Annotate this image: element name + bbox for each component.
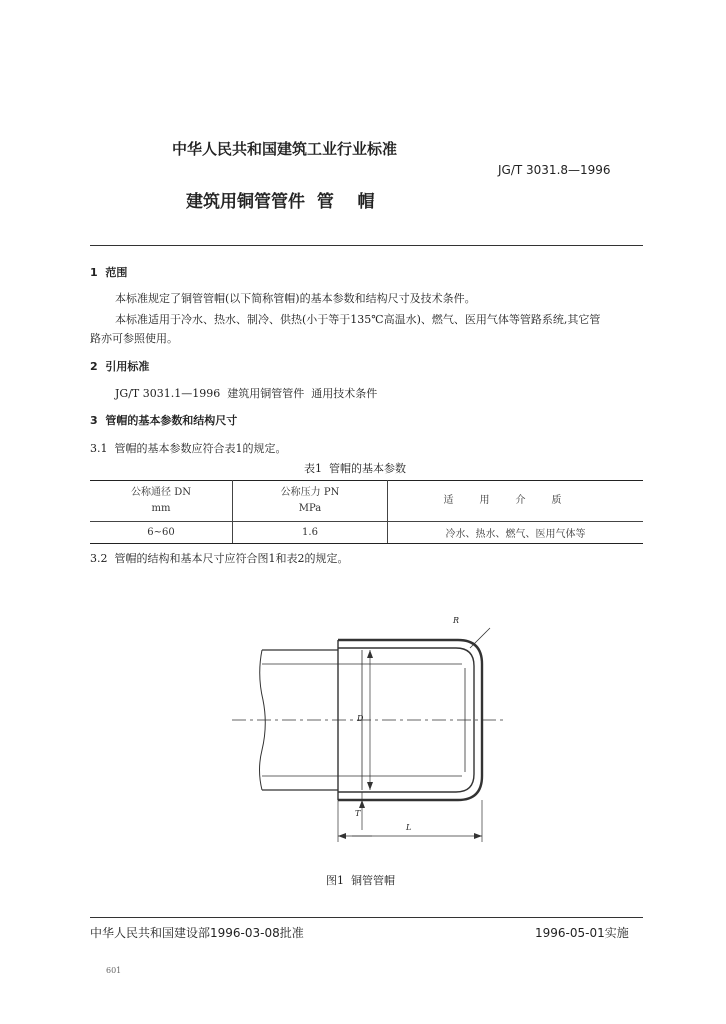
col-pn-unit: MPa [298, 503, 322, 514]
col-pn-title: 公称压力 PN [280, 487, 340, 498]
section-1-paragraph-1: 本标准规定了铜管管帽(以下简称管帽)的基本参数和结构尺寸及技术条件。 [115, 292, 476, 305]
col-dn-unit: mm [151, 503, 171, 514]
effective-date: 1996-05-01实施 [535, 926, 629, 940]
section-1-paragraph-2a: 本标准适用于冷水、热水、制冷、供热(小于等于135℃高温水)、燃气、医用气体等管路系统,其它管 [115, 313, 601, 326]
org-title: 中华人民共和国建筑工业行业标准 [172, 140, 398, 158]
dim-label-d: D [357, 714, 364, 723]
section-2-reference: JG/T 3031.1—1996 建筑用铜管管件 通用技术条件 [115, 387, 378, 400]
dim-label-t: T [355, 809, 361, 818]
col-dn-title: 公称通径 DN [131, 487, 191, 498]
cell-pn: 1.6 [233, 522, 388, 544]
clause-3-2: 3.2 管帽的结构和基本尺寸应符合图1和表2的规定。 [90, 552, 349, 565]
approval-line: 中华人民共和国建设部1996-03-08批准 [90, 926, 304, 940]
standard-number: JG/T 3031.8—1996 [498, 163, 611, 177]
footer-rule [90, 917, 643, 918]
figure-1-caption: 图1 铜管管帽 [326, 874, 395, 887]
table-1-caption: 表1 管帽的基本参数 [304, 462, 406, 475]
clause-3-1: 3.1 管帽的基本参数应符合表1的规定。 [90, 442, 287, 455]
section-2-heading: 2 引用标准 [90, 360, 150, 373]
section-3-heading: 3 管帽的基本参数和结构尺寸 [90, 414, 238, 427]
dim-label-l: L [406, 823, 412, 832]
section-1-paragraph-2b: 路亦可参照使用。 [90, 332, 178, 345]
col-medium-title: 适用介质 [443, 495, 588, 506]
cell-dn: 6~60 [90, 522, 233, 544]
document-title: 建筑用铜管管件 管 帽 [186, 192, 375, 212]
dim-label-r: R [453, 616, 460, 625]
page-number: 601 [106, 966, 122, 975]
cell-medium: 冷水、热水、燃气、医用气体等 [388, 522, 644, 544]
section-1-heading: 1 范围 [90, 266, 128, 279]
